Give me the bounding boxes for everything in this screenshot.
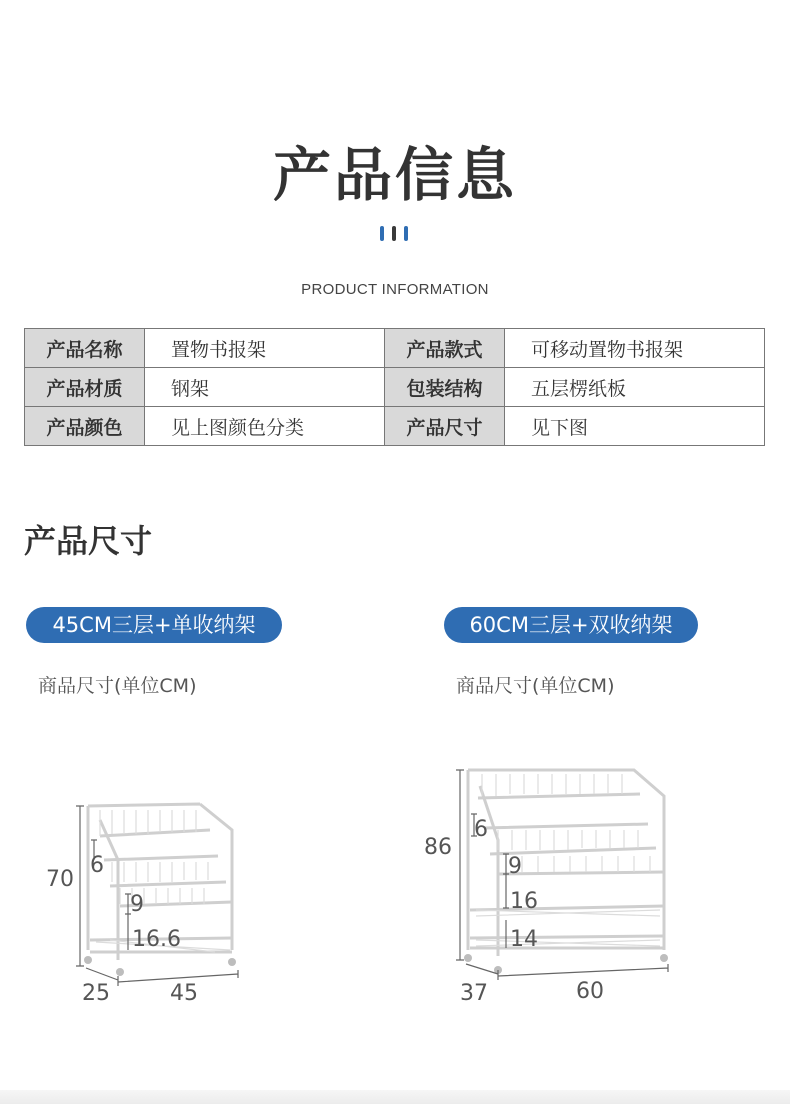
dim-gap-bottom-label: 14	[510, 927, 538, 952]
info-key: 产品名称	[25, 329, 145, 368]
unit-label: 商品尺寸(单位CM)	[456, 675, 615, 697]
info-value: 置物书报架	[145, 329, 385, 368]
dim-gap-mid-label: 9	[508, 854, 522, 879]
info-value: 钢架	[145, 368, 385, 407]
table-row	[25, 329, 765, 368]
info-key: 产品材质	[25, 368, 145, 407]
page-title: 产品信息	[272, 141, 517, 209]
divider-bar-blue-right	[404, 226, 408, 241]
product-badge-45cm: 45CM三层+单收纳架	[26, 607, 282, 643]
rack-60cm-illustration	[410, 760, 700, 1010]
info-key: 产品款式	[385, 329, 505, 368]
info-value: 五层楞纸板	[505, 368, 765, 407]
bottom-edge-shade	[0, 1090, 790, 1104]
info-value: 可移动置物书报架	[505, 329, 765, 368]
dim-gap-top-label: 6	[474, 817, 488, 842]
dim-height-label: 86	[424, 835, 452, 860]
dim-gap-mid-label: 9	[130, 892, 144, 917]
product-badge-60cm: 60CM三层+双收纳架	[444, 607, 698, 643]
rack-45cm-illustration	[0, 790, 300, 1010]
dim-width-label: 45	[170, 981, 198, 1006]
product-info-table	[24, 328, 765, 446]
info-key: 包装结构	[385, 368, 505, 407]
table-row	[25, 407, 765, 446]
divider-bar-blue-left	[380, 226, 384, 241]
dim-gap-bottom-label: 16.6	[132, 927, 181, 952]
title-divider-marks	[380, 226, 412, 242]
unit-label: 商品尺寸(单位CM)	[38, 675, 197, 697]
dim-height-label: 70	[46, 867, 74, 892]
dim-depth-label: 25	[82, 981, 110, 1006]
dim-depth-label: 37	[460, 981, 488, 1006]
section-title-dimensions: 产品尺寸	[24, 522, 153, 560]
divider-bar-dark	[392, 226, 396, 241]
info-value: 见上图颜色分类	[145, 407, 385, 446]
info-value: 见下图	[505, 407, 765, 446]
info-key: 产品颜色	[25, 407, 145, 446]
page-subtitle: PRODUCT INFORMATION	[301, 281, 489, 298]
dim-gap-lower-label: 16	[510, 889, 538, 914]
dim-width-label: 60	[576, 979, 604, 1004]
table-row	[25, 368, 765, 407]
dim-gap-top-label: 6	[90, 853, 104, 878]
info-key: 产品尺寸	[385, 407, 505, 446]
